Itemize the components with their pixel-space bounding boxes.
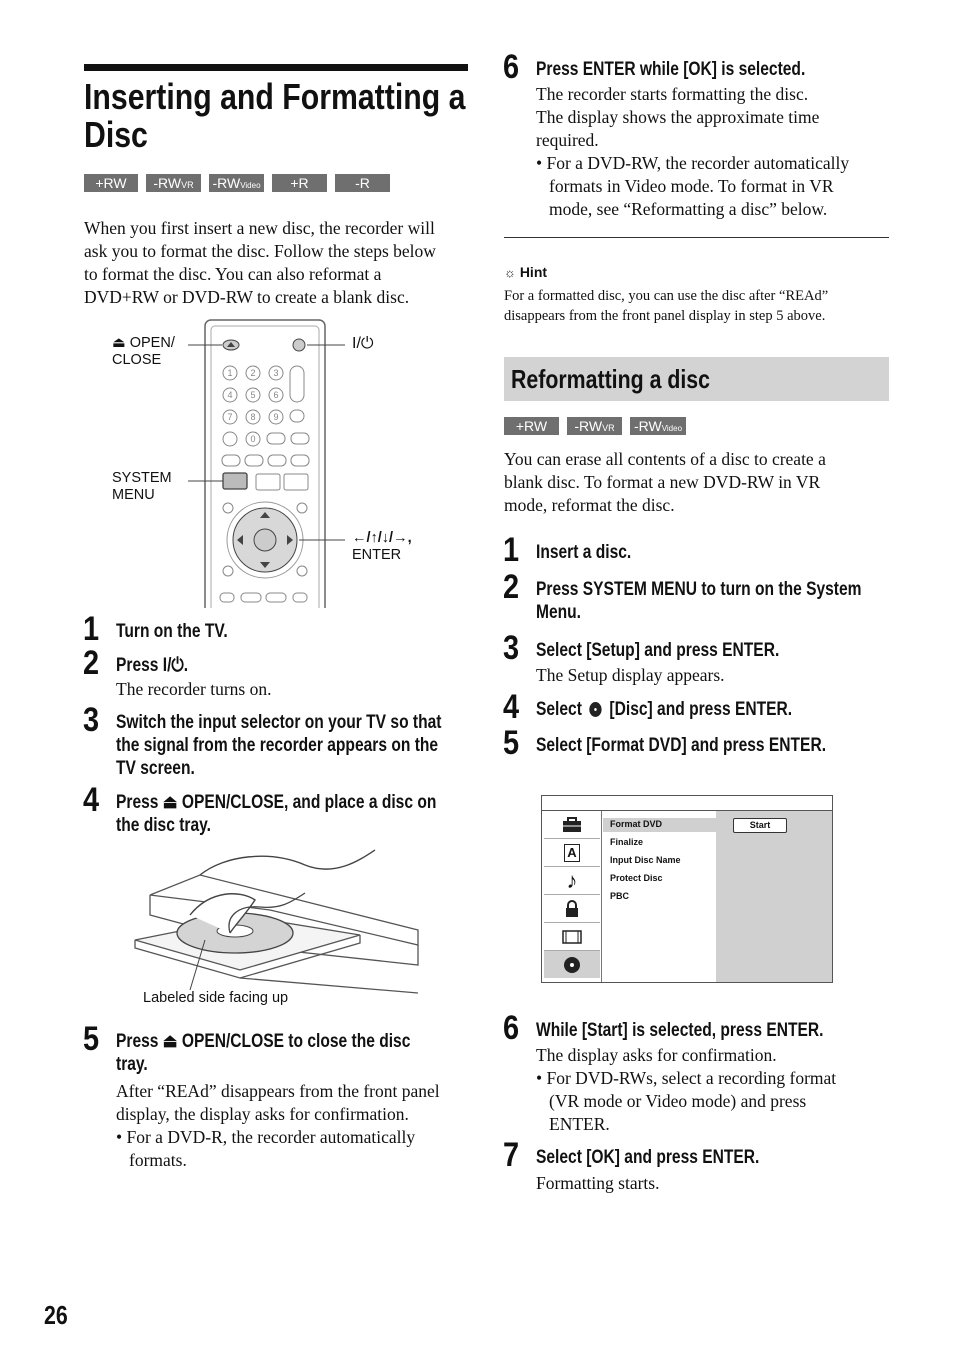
step-number: 4	[83, 781, 100, 819]
step-number: 1	[503, 531, 520, 569]
step-heading: Select [Format DVD] and press ENTER.	[536, 735, 827, 756]
menu-item-pbc[interactable]: PBC	[610, 891, 630, 901]
disc-tray-illustration	[130, 845, 430, 1005]
page-number: 26	[44, 1300, 68, 1330]
toolbox-icon[interactable]	[544, 811, 600, 839]
disc-icon	[590, 702, 602, 717]
step-heading: While [Start] is selected, press ENTER.	[536, 1020, 824, 1041]
step-number: 1	[83, 610, 100, 648]
menu-item-finalize[interactable]: Finalize	[610, 837, 644, 847]
step-number: 4	[503, 688, 520, 726]
step-heading: Switch the input selector on your TV so that the signal from the recorder appears on the TV screen.	[116, 712, 442, 779]
disc-icon[interactable]	[544, 951, 600, 978]
step-number: 3	[83, 701, 100, 739]
step-heading: Turn on the TV.	[116, 621, 228, 642]
menu-item-protect-disc[interactable]: Protect Disc	[610, 873, 663, 883]
svg-text:3: 3	[273, 368, 279, 378]
svg-text:8: 8	[250, 412, 256, 422]
system-menu-label: SYSTEM MENU	[112, 470, 172, 503]
intro-paragraph: When you first insert a new disc, the recorder will ask you to format the disc. Follow the steps below to format the disc. You can also reformat a DVD+RW or DVD-RW to create a blank disc.	[84, 218, 436, 307]
svg-text:7: 7	[227, 412, 233, 422]
svg-text:9: 9	[273, 412, 279, 422]
music-note-icon[interactable]: ♪	[544, 867, 600, 895]
arrows-enter-label: ←/↑/↓/→, ENTER	[352, 530, 412, 563]
eject-icon: ⏏	[112, 335, 126, 351]
step-heading: Press ENTER while [OK] is selected.	[536, 59, 806, 80]
badge-plus-rw: +RW	[84, 174, 138, 192]
badge-rw-video: -RWVideo	[630, 417, 686, 435]
step-heading: Insert a disc.	[536, 542, 632, 563]
lightbulb-icon: ☼	[504, 265, 516, 280]
badge-rw-vr: -RWVR	[567, 417, 622, 435]
badge-rw-vr: -RWVR	[146, 174, 201, 192]
reformat-intro: You can erase all contents of a disc to create a blank disc. To format a new DVD-RW in VR mode, reformat the disc.	[504, 449, 826, 515]
step-body: The display asks for confirmation. • For DVD-RWs, select a recording format (VR mode or Video mode) and press ENTER.	[536, 1045, 837, 1134]
step-number: 2	[83, 644, 100, 682]
lock-icon[interactable]	[544, 895, 600, 923]
svg-text:6: 6	[273, 390, 279, 400]
badge-plus-rw: +RW	[504, 417, 559, 435]
badge-rw-video: -RWVideo	[209, 174, 264, 192]
step-number: 2	[503, 568, 520, 606]
disc-caption: Labeled side facing up	[143, 990, 289, 1006]
menu-item-format-dvd[interactable]: Format DVD	[610, 819, 663, 829]
hint-text: For a formatted disc, you can use the disc after “REAd” disappears from the front panel display in step 5 above.	[504, 288, 829, 324]
svg-text:0: 0	[250, 434, 256, 444]
letter-a-icon[interactable]: A	[544, 839, 600, 867]
step-body: The recorder turns on.	[116, 679, 272, 699]
open-close-label: ⏏ OPEN/ CLOSE	[112, 335, 175, 368]
step-body: After “REAd” disappears from the front panel display, the display asks for confirmation. • For a DVD-R, the recorder automatically formats.	[116, 1081, 440, 1170]
section-title: Reformatting a disc	[511, 364, 711, 394]
step-body: Formatting starts.	[536, 1173, 660, 1193]
menu-item-input-disc-name[interactable]: Input Disc Name	[610, 855, 681, 865]
step-number: 5	[83, 1020, 100, 1058]
power-label: I/⏻	[352, 335, 374, 352]
svg-text:1: 1	[227, 368, 233, 378]
hint-label: ☼ Hint	[504, 264, 548, 280]
step-number: 7	[503, 1136, 520, 1174]
page-title: Inserting and Formatting a Disc	[84, 76, 466, 155]
step-body: The recorder starts formatting the disc. The display shows the approximate time required. • For a DVD-RW, the recorder automatically formats in Video mode. To format in VR mode, see “Reformatting a disc” below.	[536, 84, 850, 219]
step-number: 5	[503, 724, 520, 762]
svg-text:5: 5	[250, 390, 256, 400]
step-heading: Select [Setup] and press ENTER.	[536, 640, 780, 661]
badge-plus-r: +R	[272, 174, 327, 192]
step-number: 6	[503, 1009, 520, 1047]
film-icon[interactable]	[544, 923, 600, 951]
step-body: The Setup display appears.	[536, 665, 725, 685]
svg-text:4: 4	[227, 390, 233, 400]
step-heading: Select [OK] and press ENTER.	[536, 1147, 760, 1168]
start-button[interactable]: Start	[733, 818, 787, 833]
step-heading: Select [Disc] and press ENTER.	[536, 699, 793, 720]
step-number: 3	[503, 629, 520, 667]
step-number: 6	[503, 48, 520, 86]
badge-minus-r: -R	[335, 174, 390, 192]
step-heading: Press ⏏ OPEN/CLOSE to close the disc tray.	[116, 1031, 411, 1075]
step-heading: Press I/⏻.	[116, 655, 189, 676]
title-rule	[84, 64, 468, 71]
svg-text:2: 2	[250, 368, 256, 378]
divider	[504, 237, 889, 238]
step-heading: Press ⏏ OPEN/CLOSE, and place a disc on the disc tray.	[116, 792, 437, 836]
step-heading: Press SYSTEM MENU to turn on the System Menu.	[536, 579, 862, 623]
